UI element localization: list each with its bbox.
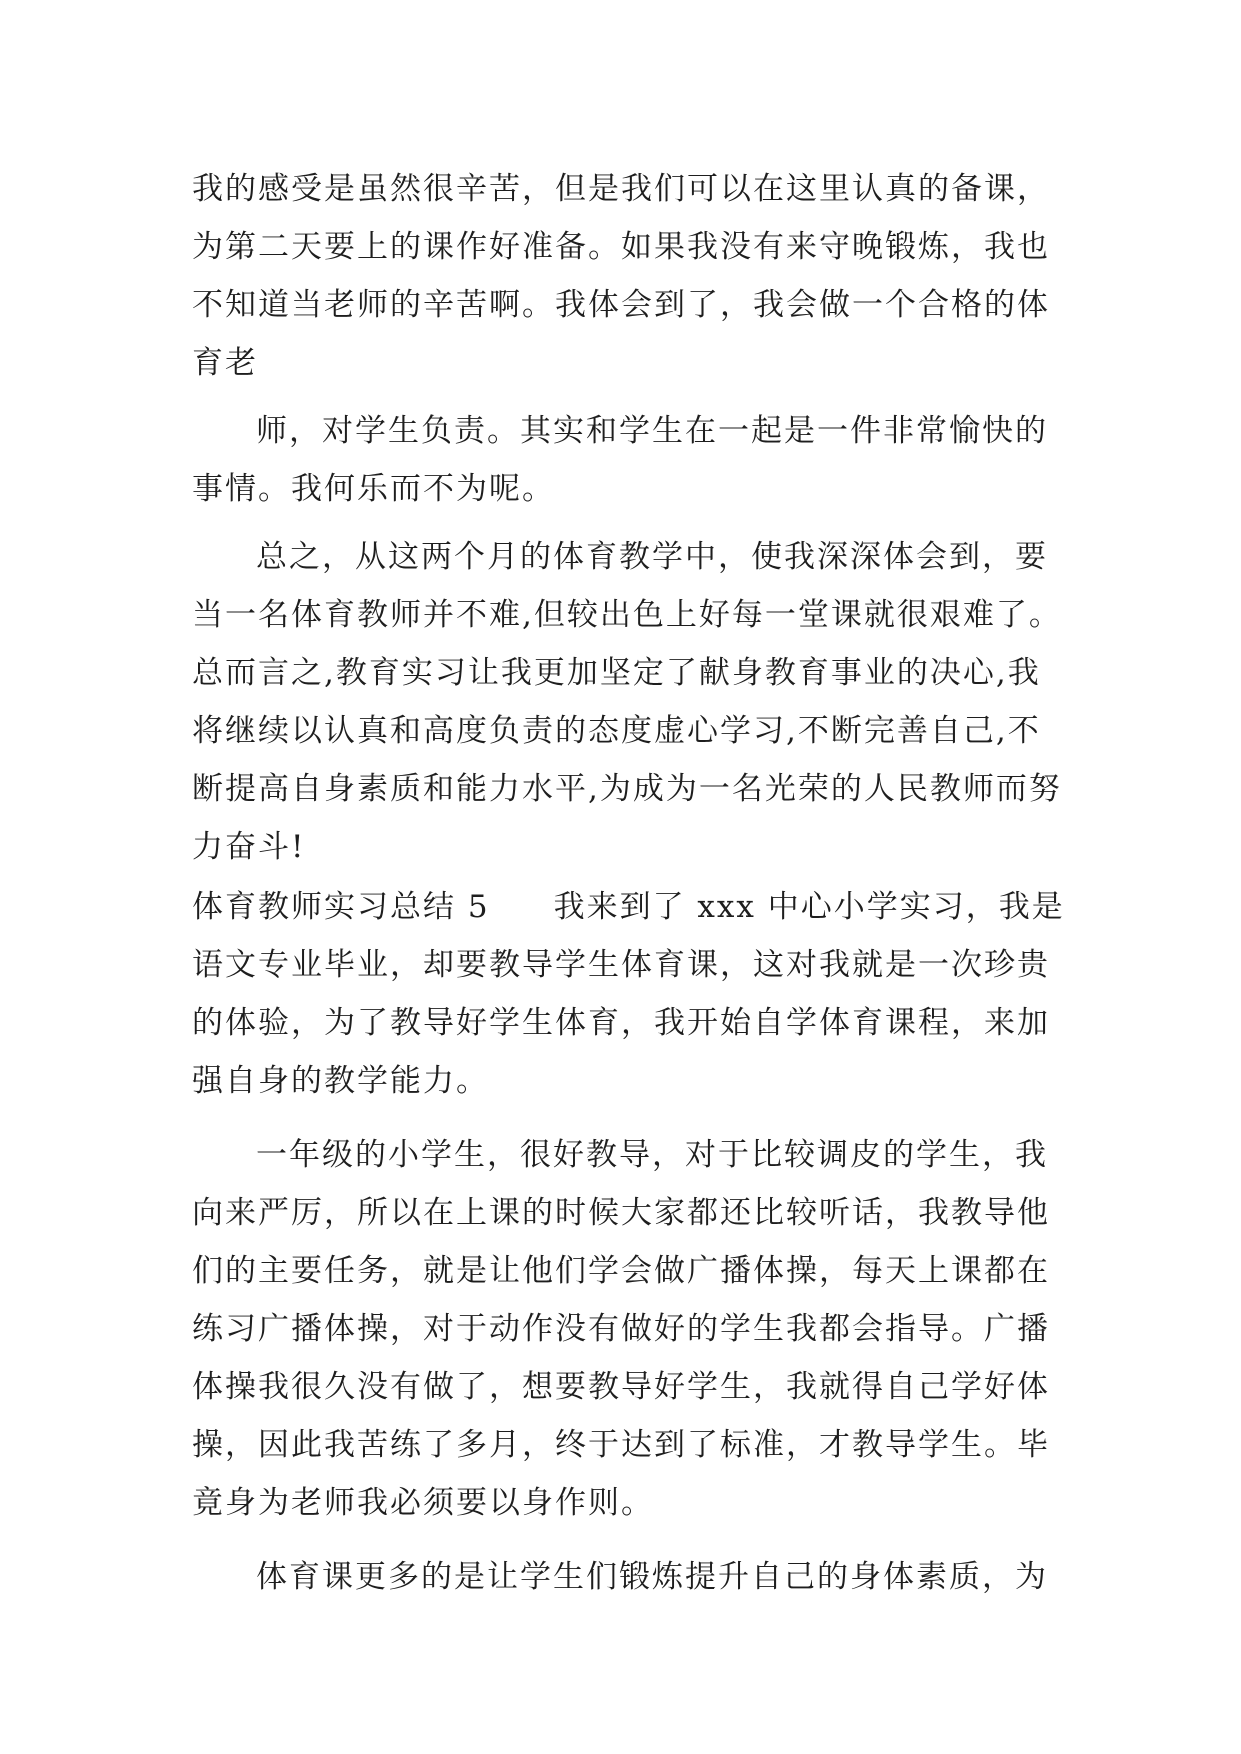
paragraph-pe-class: 体育课更多的是让学生们锻炼提升自己的身体素质，为 xyxy=(256,1559,1048,1595)
document-body xyxy=(192,160,1072,1606)
section-intro-paragraph xyxy=(192,878,1072,1110)
paragraph-first-grade: 一年级的小学生，很好教导，对于比较调皮的学生，我向来严厉，所以在上课的时候大家都还比较听话，我教导他们的主要任务，就是让他们学会做广播体操，每天上课都在练习广播体操，对于动作没有做好的学生我都会指导。广播体操我很久没有做了，想要教导好学生，我就得自己学好体操，因此我苦练了多月，终于达到了标准，才教导学生。毕竟身为老师我必须要以身作则。 xyxy=(192,1137,1050,1521)
section-first-paragraph-text: 我来到了 xxx 中心小学实习，我是语文专业毕业，却要教导学生体育课，这对我就是一次珍贵的体验，为了教导好学生体育，我开始自学体育课程，来加强自身的教学能力。 xyxy=(192,889,1065,1099)
paragraph-continuation: 我的感受是虽然很辛苦，但是我们可以在这里认真的备课，为第二天要上的课作好准备。如果我没有来守晚锻炼，我也不知道当老师的辛苦啊。我体会到了，我会做一个合格的体育老 xyxy=(192,171,1050,381)
paragraph-conclusion: 总之，从这两个月的体育教学中，使我深深体会到，要当一名体育教师并不难,但较出色上好每一堂课就很艰难了。总而言之,教育实习让我更加坚定了献身教育事业的决心,我将继续以认真和高度负责的态度虚心学习,不断完善自己,不断提高自身素质和能力水平,为成为一名光荣的人民教师而努力奋斗! xyxy=(192,539,1062,865)
paragraph-responsibility: 师，对学生负责。其实和学生在一起是一件非常愉快的事情。我何乐而不为呢。 xyxy=(192,413,1048,507)
section-title: 体育教师实习总结 5 xyxy=(192,889,490,925)
